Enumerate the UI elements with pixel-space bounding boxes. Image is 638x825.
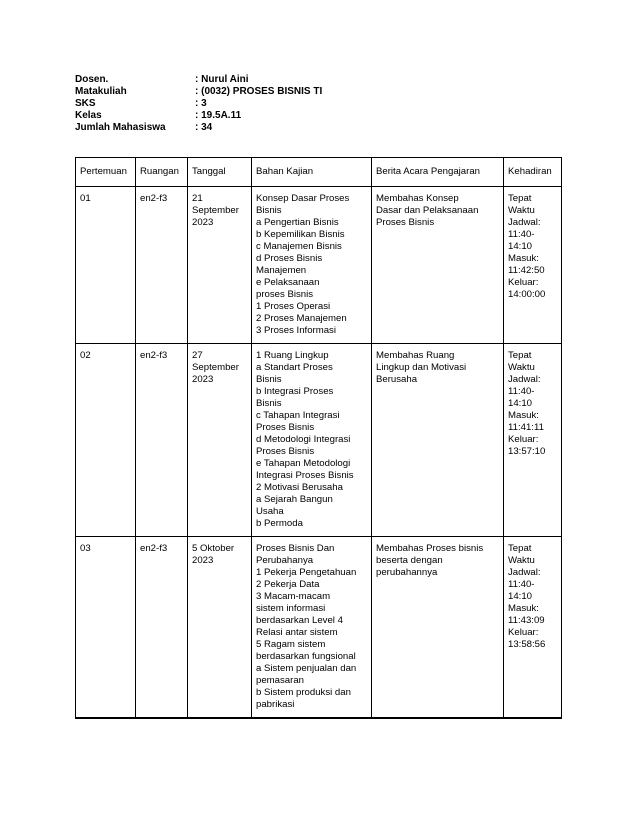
- cell-line: 27: [192, 350, 203, 361]
- cell-line: Waktu: [508, 555, 535, 566]
- cell-line: Integrasi Proses Bisnis: [256, 470, 354, 481]
- info-label: Dosen.: [75, 74, 109, 85]
- table-cell-ruangan: en2-f3: [136, 537, 188, 719]
- cell-line: Membahas Ruang: [376, 350, 455, 361]
- cell-line: Membahas Proses bisnis: [376, 543, 484, 554]
- column-header: Kehadiran: [504, 158, 562, 187]
- cell-line: Keluar:: [508, 434, 539, 445]
- table-cell-tanggal: [188, 344, 252, 537]
- cell-line: Perubahanya: [256, 555, 314, 566]
- cell-line: 14:10: [508, 591, 533, 602]
- table-cell-tanggal: [188, 537, 252, 719]
- cell-line: Manajemen: [256, 265, 307, 276]
- cell-line: Tepat: [508, 543, 532, 554]
- cell-line: b Permoda: [256, 518, 303, 529]
- cell-line: Keluar:: [508, 627, 539, 638]
- cell-line: sistem informasi: [256, 603, 326, 614]
- cell-line: a Standart Proses: [256, 362, 333, 373]
- cell-line: Dasar dan Pelaksanaan: [376, 205, 479, 216]
- table-cell-ruangan: en2-f3: [136, 187, 188, 344]
- cell-line: b Kepemilikan Bisnis: [256, 229, 345, 240]
- column-header: Berita Acara Pengajaran: [372, 158, 504, 187]
- cell-line: September: [192, 362, 239, 373]
- info-row-jumlah-mahasiswa: [75, 122, 322, 134]
- cell-line: 13:57:10: [508, 446, 546, 457]
- table-cell-pertemuan: 01: [76, 187, 136, 344]
- cell-line: Proses Bisnis: [376, 217, 435, 228]
- cell-line: a Sistem penjualan dan: [256, 663, 357, 674]
- table-cell-kehadiran: [504, 344, 562, 537]
- column-header: Tanggal: [188, 158, 252, 187]
- cell-line: 3 Proses Informasi: [256, 325, 336, 336]
- cell-line: Konsep Dasar Proses: [256, 193, 350, 204]
- info-label: SKS: [75, 98, 96, 109]
- cell-line: 2 Pekerja Data: [256, 579, 320, 590]
- cell-line: beserta dengan: [376, 555, 443, 566]
- cell-line: Proses Bisnis Dan: [256, 543, 335, 554]
- cell-line: Proses Bisnis: [256, 422, 315, 433]
- info-row-matakuliah: [75, 86, 322, 98]
- cell-line: 5 Ragam sistem: [256, 639, 326, 650]
- cell-line: b Integrasi Proses: [256, 386, 334, 397]
- cell-line: Berusaha: [376, 374, 418, 385]
- cell-line: Jadwal:: [508, 374, 541, 385]
- cell-line: berdasarkan Level 4: [256, 615, 343, 626]
- cell-line: 2 Motivasi Berusaha: [256, 482, 343, 493]
- info-value: : 3: [195, 98, 207, 109]
- cell-line: 2 Proses Manajemen: [256, 313, 347, 324]
- cell-line: d Proses Bisnis: [256, 253, 323, 264]
- cell-line: b Sistem produksi dan: [256, 687, 351, 698]
- cell-line: a Pengertian Bisnis: [256, 217, 339, 228]
- column-header: Pertemuan: [76, 158, 136, 187]
- table-row: [76, 344, 562, 537]
- cell-line: 11:40-: [508, 386, 535, 397]
- cell-line: Masuk:: [508, 603, 539, 614]
- cell-line: Membahas Konsep: [376, 193, 459, 204]
- cell-line: berdasarkan fungsional: [256, 651, 356, 662]
- table-cell-pertemuan: 03: [76, 537, 136, 719]
- cell-line: Tepat: [508, 350, 532, 361]
- table-cell-kehadiran: [504, 187, 562, 344]
- cell-line: 11:40-: [508, 229, 535, 240]
- cell-line: 1 Proses Operasi: [256, 301, 331, 312]
- table-cell-bahan: [252, 344, 372, 537]
- info-row-dosen: [75, 74, 322, 86]
- attendance-table: [75, 157, 562, 719]
- cell-line: 11:42:50: [508, 265, 545, 276]
- cell-line: Tepat: [508, 193, 532, 204]
- info-value: : 34: [195, 122, 213, 133]
- cell-line: Jadwal:: [508, 217, 541, 228]
- cell-line: c Manajemen Bisnis: [256, 241, 342, 252]
- table-cell-berita: [372, 344, 504, 537]
- cell-line: Waktu: [508, 205, 535, 216]
- cell-line: Bisnis: [256, 374, 282, 385]
- cell-line: Keluar:: [508, 277, 539, 288]
- info-row-kelas: [75, 110, 322, 122]
- table-cell-berita: [372, 537, 504, 719]
- cell-line: 2023: [192, 374, 214, 385]
- cell-line: Bisnis: [256, 398, 282, 409]
- info-value: : (0032) PROSES BISNIS TI: [195, 86, 323, 97]
- info-label: Kelas: [75, 110, 102, 121]
- cell-line: 1 Ruang Lingkup: [256, 350, 329, 361]
- info-label: Matakuliah: [75, 86, 127, 97]
- cell-line: 13:58:56: [508, 639, 546, 650]
- table-cell-bahan: [252, 537, 372, 719]
- cell-line: e Tahapan Metodologi: [256, 458, 351, 469]
- info-row-sks: [75, 98, 322, 110]
- info-label: Jumlah Mahasiswa: [75, 122, 166, 133]
- cell-line: 14:10: [508, 241, 533, 252]
- column-header: Bahan Kajian: [252, 158, 372, 187]
- column-header: Ruangan: [136, 158, 188, 187]
- cell-line: Usaha: [256, 506, 284, 517]
- table-row: [76, 537, 562, 719]
- info-value: : Nurul Aini: [195, 74, 249, 85]
- course-info: [75, 74, 322, 134]
- cell-line: perubahannya: [376, 567, 438, 578]
- table-row: [76, 187, 562, 344]
- cell-line: Relasi antar sistem: [256, 627, 338, 638]
- cell-line: 2023: [192, 217, 214, 228]
- cell-line: Lingkup dan Motivasi: [376, 362, 467, 373]
- cell-line: September: [192, 205, 239, 216]
- cell-line: Masuk:: [508, 410, 539, 421]
- cell-line: 11:41:11: [508, 422, 544, 433]
- table-cell-bahan: [252, 187, 372, 344]
- table-cell-tanggal: [188, 187, 252, 344]
- cell-line: 21: [192, 193, 203, 204]
- cell-line: 11:43:09: [508, 615, 545, 626]
- table-cell-ruangan: en2-f3: [136, 344, 188, 537]
- cell-line: Waktu: [508, 362, 535, 373]
- table-cell-pertemuan: 02: [76, 344, 136, 537]
- table-header-row: [76, 158, 562, 187]
- cell-line: proses Bisnis: [256, 289, 314, 300]
- cell-line: d Metodologi Integrasi: [256, 434, 351, 445]
- cell-line: pemasaran: [256, 675, 304, 686]
- cell-line: e Pelaksanaan: [256, 277, 320, 288]
- cell-line: 1 Pekerja Pengetahuan: [256, 567, 357, 578]
- cell-line: Masuk:: [508, 253, 539, 264]
- cell-line: a Sejarah Bangun: [256, 494, 333, 505]
- cell-line: pabrikasi: [256, 699, 295, 710]
- cell-line: Proses Bisnis: [256, 446, 315, 457]
- cell-line: 11:40-: [508, 579, 535, 590]
- cell-line: Jadwal:: [508, 567, 541, 578]
- cell-line: 14:00:00: [508, 289, 546, 300]
- table-cell-berita: [372, 187, 504, 344]
- cell-line: 2023: [192, 555, 214, 566]
- cell-line: 14:10: [508, 398, 533, 409]
- table-cell-kehadiran: [504, 537, 562, 719]
- cell-line: Bisnis: [256, 205, 282, 216]
- cell-line: c Tahapan Integrasi: [256, 410, 340, 421]
- cell-line: 3 Macam-macam: [256, 591, 331, 602]
- cell-line: 5 Oktober: [192, 543, 235, 554]
- info-value: : 19.5A.11: [195, 110, 242, 121]
